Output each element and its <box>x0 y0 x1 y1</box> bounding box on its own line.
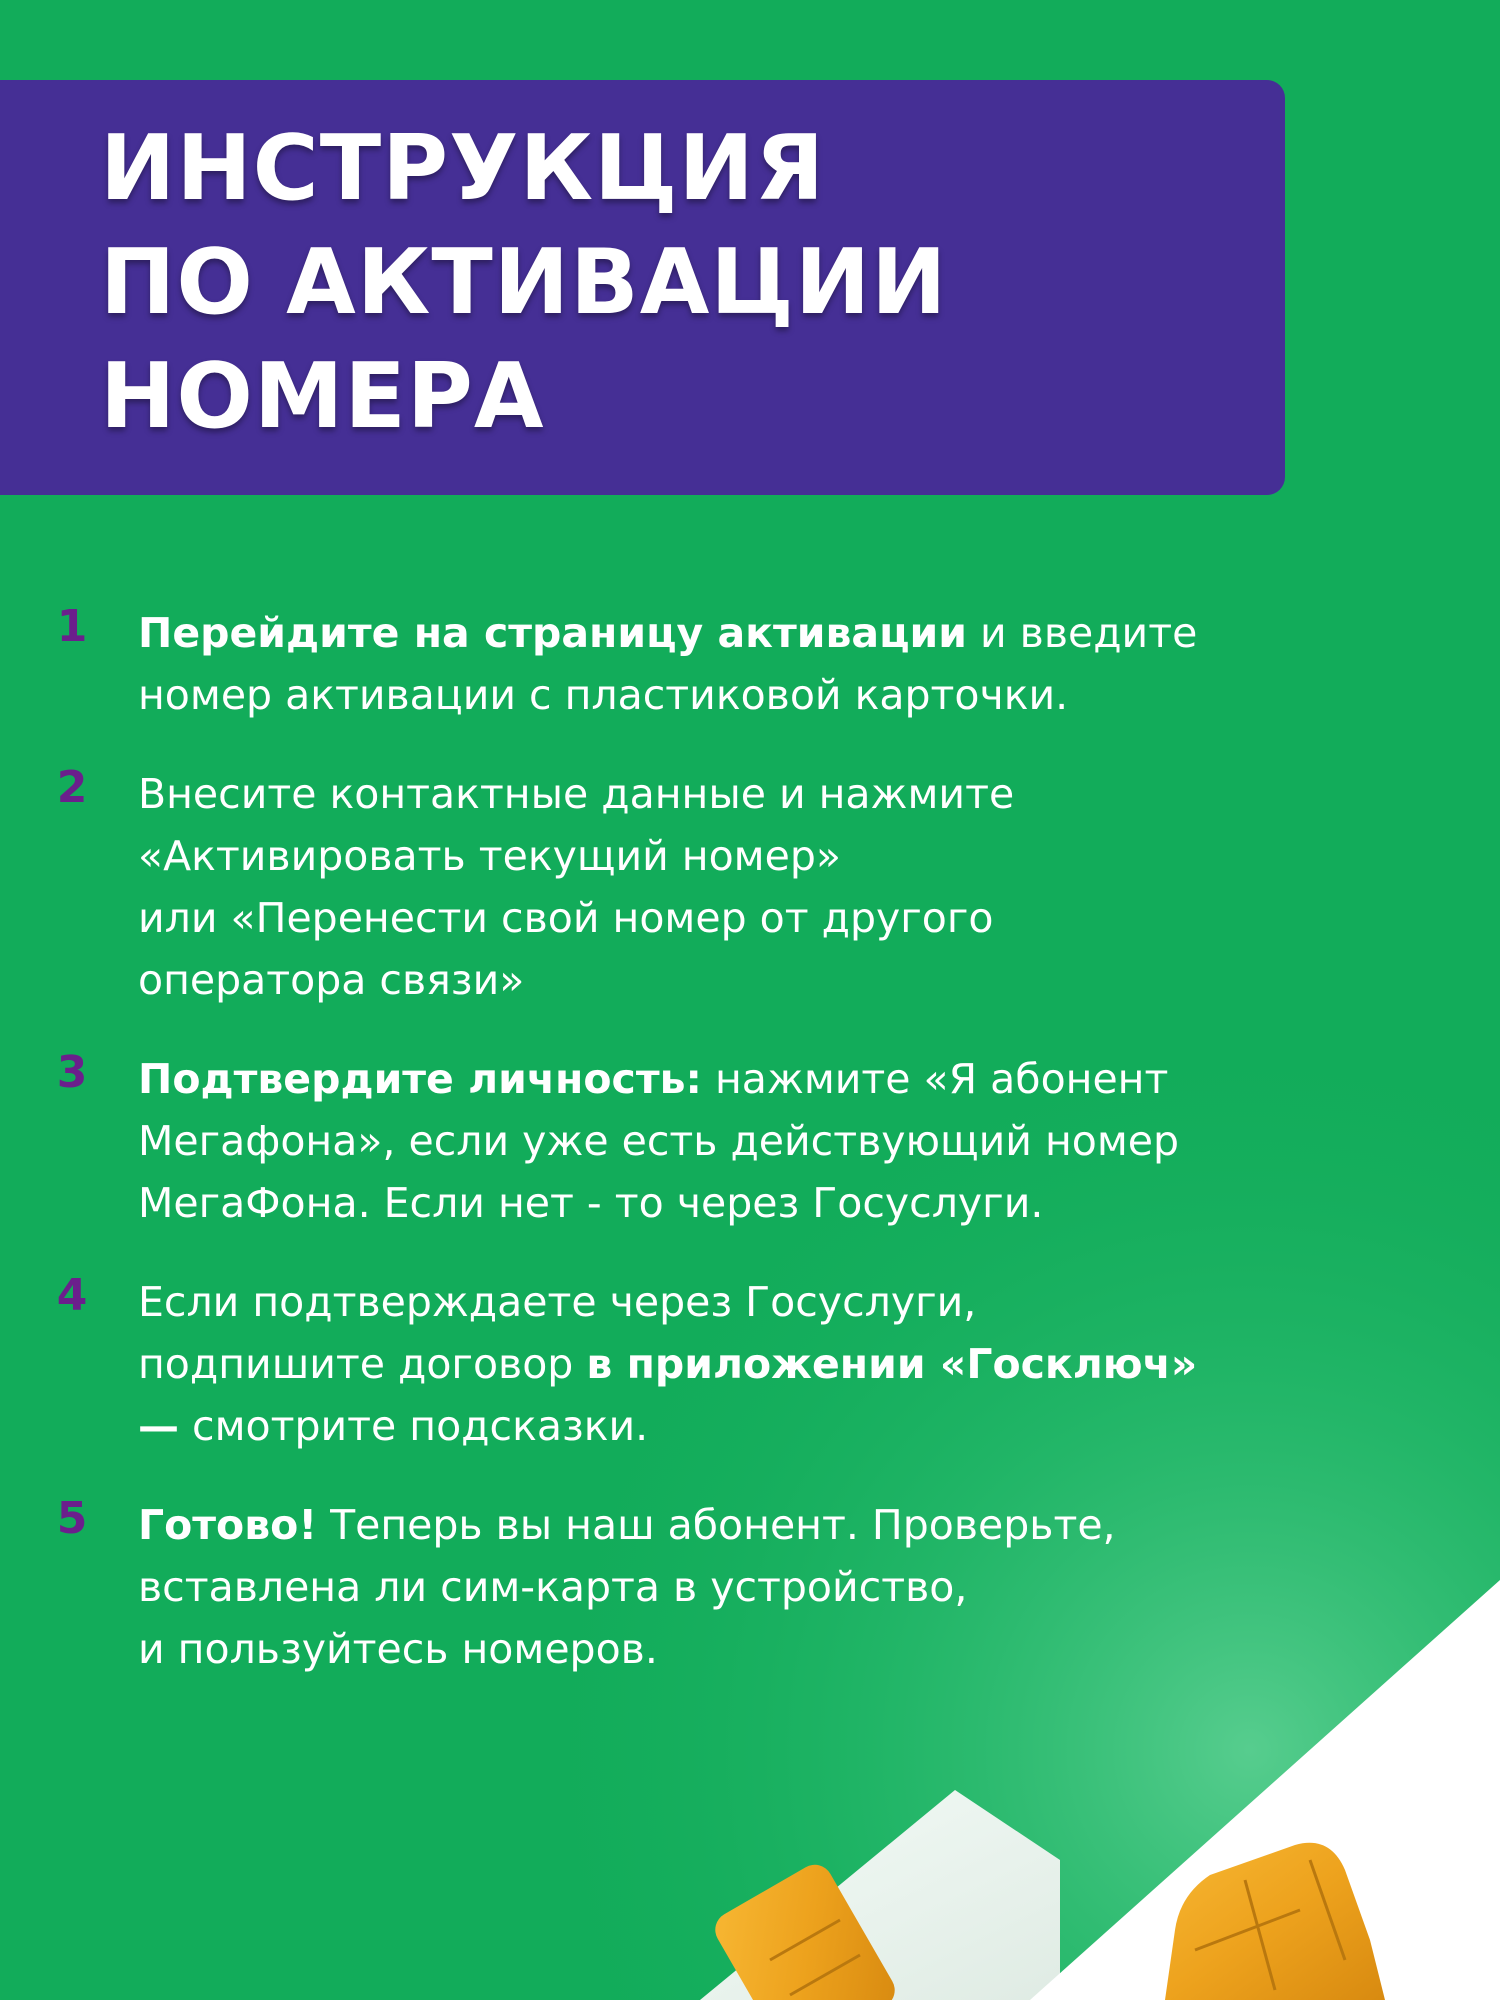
step-line-text: нажмите «Я абонент <box>701 1055 1169 1103</box>
step-item <box>0 763 1500 1011</box>
step-item <box>0 1271 1500 1457</box>
steps-list <box>0 602 1500 1717</box>
step-line: МегаФона. Если нет - то через Госуслуги. <box>138 1179 1044 1227</box>
step-text <box>138 763 1468 1011</box>
step-bold-text: Готово! <box>138 1501 318 1549</box>
step-line: вставлена ли сим-карта в устройство, <box>138 1563 968 1611</box>
title-line: НОМЕРА <box>100 344 545 449</box>
step-line-text: Теперь вы наш абонент. Проверьте, <box>317 1501 1116 1549</box>
step-bold-text: в приложении «Госключ» <box>586 1340 1198 1388</box>
step-line <box>138 602 1468 664</box>
step-text <box>138 602 1468 726</box>
step-text <box>138 1271 1468 1457</box>
step-item <box>0 1048 1500 1234</box>
step-number: 1 <box>56 601 88 652</box>
step-line <box>138 1333 1468 1395</box>
step-number: 5 <box>56 1493 88 1544</box>
step-line <box>138 1494 1468 1556</box>
step-line: Внесите контактные данные и нажмите <box>138 770 1015 818</box>
step-text <box>138 1494 1468 1680</box>
step-line-text: подпишите договор <box>138 1340 587 1388</box>
step-item <box>0 1494 1500 1680</box>
step-bold-text: Подтвердите личность: <box>138 1055 702 1103</box>
title-line: ИНСТРУКЦИЯ <box>100 116 826 221</box>
step-line: оператора связи» <box>138 956 525 1004</box>
step-line: «Активировать текущий номер» <box>138 832 841 880</box>
step-bold-text: Перейдите на страницу активации <box>138 609 967 657</box>
step-number: 3 <box>56 1047 88 1098</box>
step-number: 4 <box>56 1270 88 1321</box>
title-line: ПО АКТИВАЦИИ <box>100 230 948 335</box>
step-line: номер активации с пластиковой карточки. <box>138 671 1069 719</box>
step-bold-text: — <box>138 1402 179 1450</box>
step-line-text: смотрите подсказки. <box>179 1402 649 1450</box>
step-number: 2 <box>56 762 88 813</box>
step-line: Если подтверждаете через Госуслуги, <box>138 1278 977 1326</box>
step-line: и пользуйтесь номеров. <box>138 1625 658 1673</box>
step-line-text: и введите <box>966 609 1198 657</box>
step-line <box>138 1048 1468 1110</box>
step-item <box>0 602 1500 726</box>
step-line: или «Перенести свой номер от другого <box>138 894 994 942</box>
step-text <box>138 1048 1468 1234</box>
step-line: Мегафона», если уже есть действующий номер <box>138 1117 1180 1165</box>
page-title <box>100 112 948 454</box>
step-line <box>138 1395 1468 1457</box>
